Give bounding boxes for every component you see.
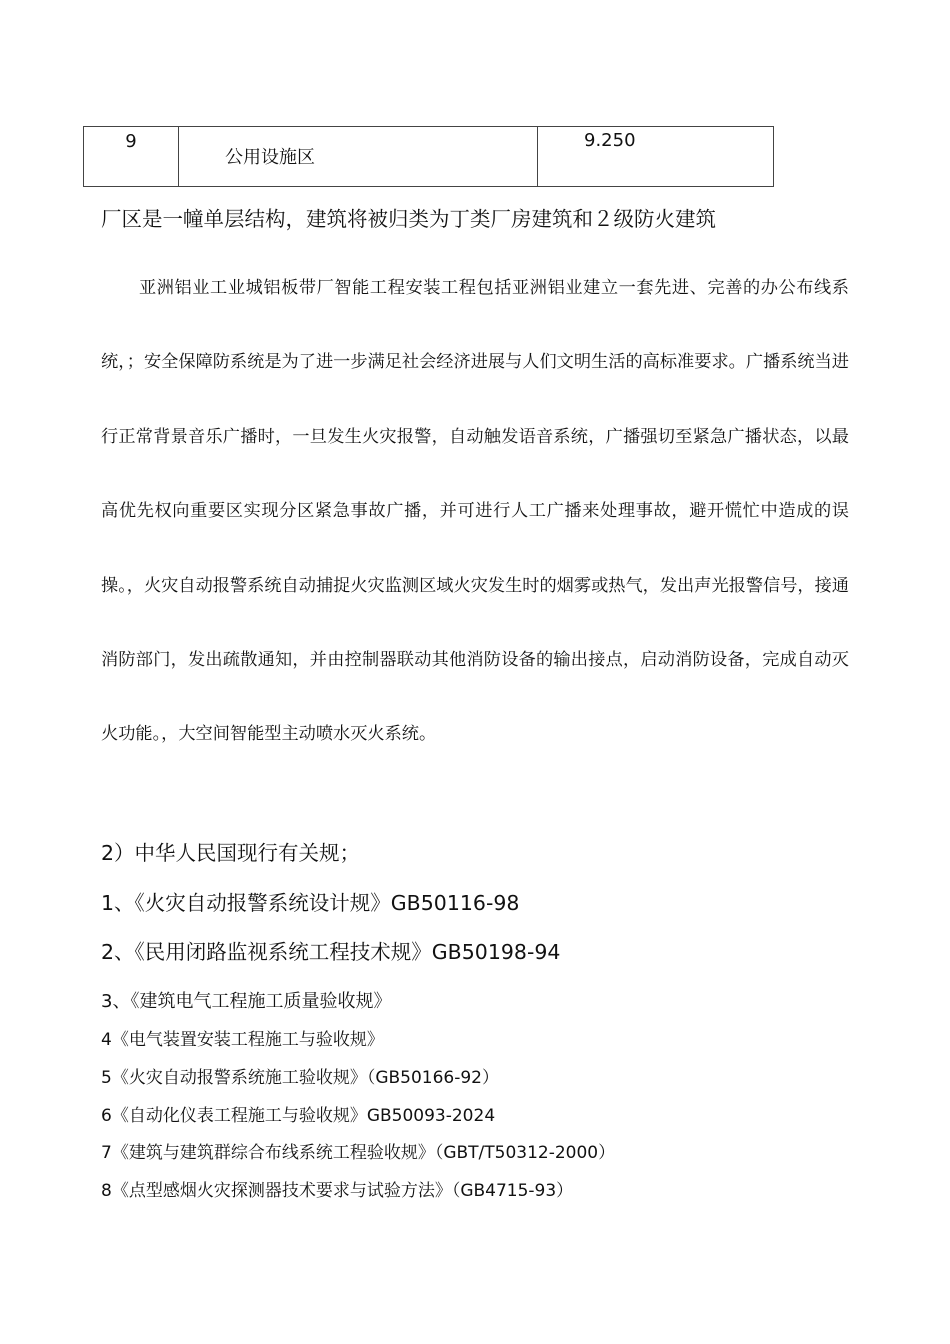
standard-item: 5《火灾自动报警系统施工验收规》（GB50166-92） (101, 1068, 499, 1088)
standard-item: 7《建筑与建筑群综合布线系统工程验收规》（GBT/T50312-2000） (101, 1143, 616, 1163)
standard-item: 6《自动化仪表工程施工与验收规》GB50093-2024 (101, 1106, 496, 1126)
row-number: 9 (125, 131, 137, 152)
row-value: 9.250 (584, 130, 636, 151)
standard-item: 4《电气装置安装工程施工与验收规》 (101, 1030, 384, 1050)
table-cell-name (179, 127, 538, 187)
row-name: 公用设施区 (225, 147, 315, 168)
body-paragraph: 亚洲铝业工业城铝板带厂智能工程安装工程包括亚洲铝业建立一套先进、完善的办公布线系统，；安全保障防系统是为了进一步满足社会经济进展与人们文明生活的高标准要求。广播系统当进行正常背景音乐广播时，一旦发生火灾报警，自动触发语音系统，广播强切至紧急广播状态，以最高优先权向重要区实现分区紧急事故广播，并可进行人工广播来处理事故，避开慌忙中造成的误操。，火灾自动报警系统自动捕捉火灾监测区域火灾发生时的烟雾或热气，发出声光报警信号，接通消防部门，发出疏散通知，并由控制器联动其他消防设备的输出接点，启动消防设备，完成自动灭火功能。，大空间智能型主动喷水灭火系统。 (101, 278, 849, 745)
standard-item: 3、《建筑电气工程施工质量验收规》 (101, 991, 392, 1012)
standard-item: 2、《民用闭路监视系统工程技术规》GB50198-94 (101, 940, 561, 964)
table-row (84, 127, 774, 187)
section-heading: 厂区是一幢单层结构，建筑将被归类为丁类厂房建筑和２级防火建筑 (101, 207, 716, 231)
standards-intro: 2）中华人民国现行有关规； (101, 841, 361, 865)
table-cell-value (538, 127, 774, 187)
facility-table (83, 126, 774, 187)
standard-item: 1、《火灾自动报警系统设计规》GB50116-98 (101, 891, 520, 915)
table-cell-number (84, 127, 179, 187)
standard-item: 8《点型感烟火灾探测器技术要求与试验方法》（GB4715-93） (101, 1181, 574, 1201)
